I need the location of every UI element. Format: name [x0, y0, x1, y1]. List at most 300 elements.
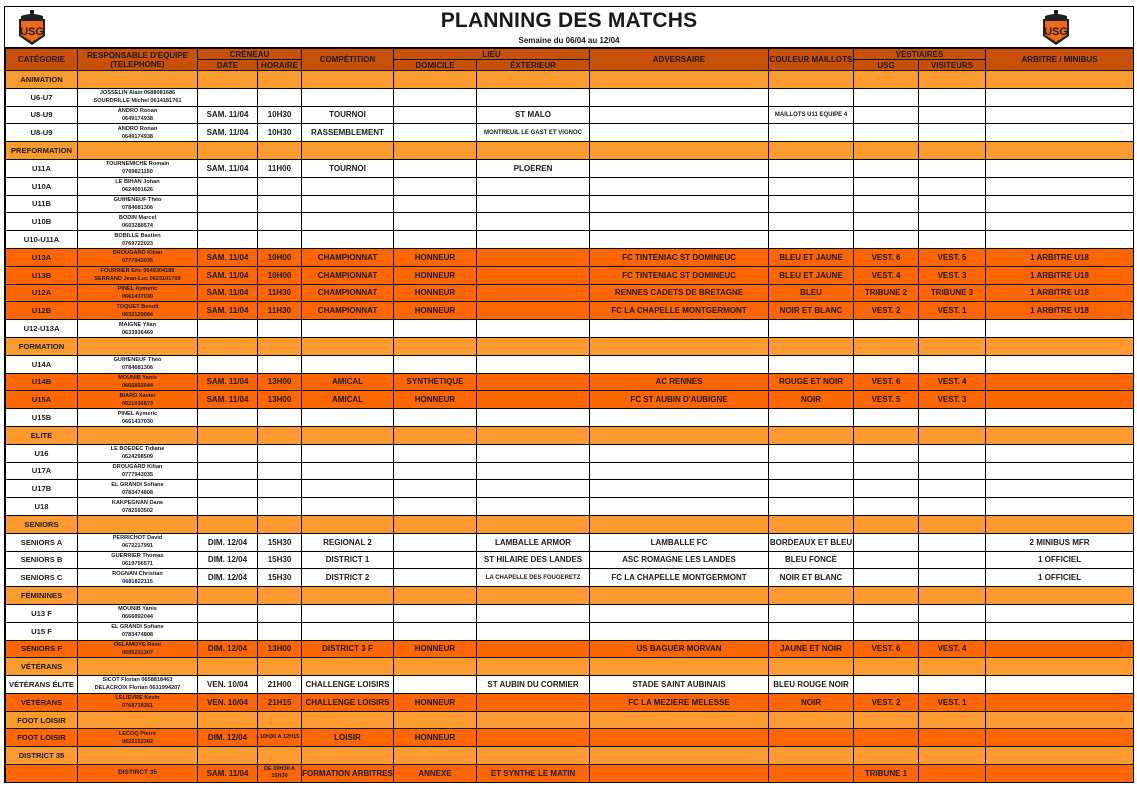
cell-competition — [302, 498, 394, 516]
cell-horaire — [258, 213, 302, 231]
cell-arbitre-minibus — [986, 409, 1134, 427]
planning-sheet — [4, 6, 1134, 783]
cell-exterieur — [477, 409, 590, 427]
cell-arbitre-minibus: 1 ARBITRE U18 — [986, 266, 1134, 284]
cell-categorie: VÉTÉRANS ÉLITE — [6, 676, 78, 694]
cell-horaire: 15H30 — [258, 533, 302, 551]
cell-exterieur: MONTREUIL LE GAST ET VIGNOC — [477, 124, 590, 142]
table-row — [6, 124, 1134, 142]
cell-adversaire — [590, 195, 769, 213]
cell-vestiaire-visiteurs — [919, 533, 986, 551]
header-vestiaires: VESTIAIRES — [854, 49, 986, 60]
cell-responsable — [78, 658, 198, 676]
section-row — [6, 142, 1134, 160]
cell-categorie: FORMATION — [6, 337, 78, 355]
cell-competition: TOURNOI — [302, 106, 394, 124]
cell-competition — [302, 177, 394, 195]
cell-exterieur — [477, 640, 590, 658]
cell-competition — [302, 587, 394, 605]
cell-arbitre-minibus: 1 OFFICIEL — [986, 551, 1134, 569]
cell-adversaire: FC LA MEZIERE MELESSE — [590, 693, 769, 711]
cell-couleur-maillots — [769, 480, 854, 498]
table-row — [6, 355, 1134, 373]
cell-vestiaire-usg — [854, 106, 919, 124]
cell-responsable — [78, 337, 198, 355]
cell-arbitre-minibus — [986, 480, 1134, 498]
cell-vestiaire-visiteurs — [919, 159, 986, 177]
cell-categorie: U13A — [6, 248, 78, 266]
cell-exterieur — [477, 195, 590, 213]
cell-adversaire — [590, 124, 769, 142]
cell-vestiaire-usg — [854, 337, 919, 355]
cell-horaire: DE 09H30 A 15H30 — [258, 765, 302, 783]
cell-arbitre-minibus: 1 OFFICIEL — [986, 569, 1134, 587]
cell-horaire: 11H30 — [258, 302, 302, 320]
table-row — [6, 248, 1134, 266]
header-visiteurs: VISITEURS — [919, 60, 986, 71]
cell-domicile — [394, 569, 477, 587]
cell-arbitre-minibus: 1 ARBITRE U18 — [986, 302, 1134, 320]
cell-categorie: SENIORS C — [6, 569, 78, 587]
cell-categorie: DISTRICT 35 — [6, 747, 78, 765]
table-row — [6, 373, 1134, 391]
cell-arbitre-minibus: 2 MINIBUS MFR — [986, 533, 1134, 551]
table-row — [6, 765, 1134, 783]
cell-horaire — [258, 177, 302, 195]
cell-vestiaire-usg — [854, 622, 919, 640]
cell-categorie: U13B — [6, 266, 78, 284]
cell-couleur-maillots: NOIR — [769, 391, 854, 409]
cell-date — [198, 409, 258, 427]
cell-arbitre-minibus — [986, 747, 1134, 765]
cell-adversaire — [590, 498, 769, 516]
table-row — [6, 444, 1134, 462]
cell-date: SAM. 11/04 — [198, 106, 258, 124]
cell-competition — [302, 195, 394, 213]
cell-categorie: U14A — [6, 355, 78, 373]
cell-adversaire — [590, 729, 769, 747]
cell-adversaire — [590, 515, 769, 533]
cell-date: SAM. 11/04 — [198, 765, 258, 783]
cell-arbitre-minibus — [986, 373, 1134, 391]
cell-vestiaire-usg — [854, 604, 919, 622]
cell-competition — [302, 355, 394, 373]
cell-exterieur: ST AUBIN DU CORMIER — [477, 676, 590, 694]
cell-adversaire: FC ST AUBIN D'AUBIGNE — [590, 391, 769, 409]
cell-competition: CHAMPIONNAT — [302, 248, 394, 266]
cell-responsable: ROGNAN Christian 0681822115 — [78, 569, 198, 587]
cell-vestiaire-usg — [854, 444, 919, 462]
cell-responsable — [78, 142, 198, 160]
cell-categorie: U6-U7 — [6, 88, 78, 106]
cell-competition: DISTRICT 2 — [302, 569, 394, 587]
cell-competition — [302, 337, 394, 355]
cell-couleur-maillots: BLEU FONCÉ — [769, 551, 854, 569]
cell-responsable — [78, 711, 198, 729]
cell-domicile — [394, 124, 477, 142]
cell-couleur-maillots — [769, 462, 854, 480]
table-row — [6, 302, 1134, 320]
cell-domicile — [394, 71, 477, 89]
cell-couleur-maillots — [769, 409, 854, 427]
cell-categorie: U10-U11A — [6, 231, 78, 249]
cell-domicile: HONNEUR — [394, 248, 477, 266]
cell-date — [198, 711, 258, 729]
cell-competition — [302, 480, 394, 498]
cell-categorie: FOOT LOISIR — [6, 729, 78, 747]
cell-exterieur — [477, 693, 590, 711]
cell-domicile: HONNEUR — [394, 284, 477, 302]
cell-vestiaire-visiteurs: VEST. 5 — [919, 248, 986, 266]
cell-horaire — [258, 444, 302, 462]
cell-vestiaire-visiteurs — [919, 622, 986, 640]
cell-adversaire — [590, 231, 769, 249]
cell-competition: RASSEMBLEMENT — [302, 124, 394, 142]
cell-date — [198, 587, 258, 605]
cell-adversaire — [590, 409, 769, 427]
cell-adversaire: LAMBALLE FC — [590, 533, 769, 551]
cell-responsable: TOQUET Benoît 0632129084 — [78, 302, 198, 320]
cell-competition — [302, 622, 394, 640]
cell-vestiaire-usg — [854, 355, 919, 373]
cell-responsable: LE BIHAN Johan 0624001626 — [78, 177, 198, 195]
cell-couleur-maillots — [769, 71, 854, 89]
cell-horaire — [258, 498, 302, 516]
cell-vestiaire-visiteurs — [919, 195, 986, 213]
cell-date — [198, 604, 258, 622]
cell-arbitre-minibus — [986, 231, 1134, 249]
cell-competition — [302, 462, 394, 480]
header-competition: COMPÉTITION — [302, 49, 394, 71]
cell-vestiaire-visiteurs — [919, 231, 986, 249]
header-domicile: DOMICILE — [394, 60, 477, 71]
cell-horaire — [258, 587, 302, 605]
cell-vestiaire-visiteurs — [919, 498, 986, 516]
cell-adversaire — [590, 159, 769, 177]
cell-date: SAM. 11/04 — [198, 302, 258, 320]
cell-horaire: 13H00 — [258, 373, 302, 391]
cell-arbitre-minibus — [986, 177, 1134, 195]
cell-vestiaire-visiteurs — [919, 551, 986, 569]
cell-domicile — [394, 177, 477, 195]
cell-horaire — [258, 622, 302, 640]
cell-date — [198, 444, 258, 462]
cell-date: DIM. 12/04 — [198, 640, 258, 658]
cell-date — [198, 355, 258, 373]
cell-exterieur — [477, 658, 590, 676]
cell-adversaire — [590, 426, 769, 444]
cell-competition — [302, 71, 394, 89]
table-row — [6, 391, 1134, 409]
cell-vestiaire-usg — [854, 124, 919, 142]
cell-responsable: LELIEVRE Kevin 0768718351 — [78, 693, 198, 711]
cell-vestiaire-usg: VEST. 6 — [854, 640, 919, 658]
cell-exterieur — [477, 747, 590, 765]
table-row — [6, 480, 1134, 498]
cell-horaire — [258, 604, 302, 622]
cell-vestiaire-usg: TRIBUNE 2 — [854, 284, 919, 302]
cell-exterieur — [477, 302, 590, 320]
cell-exterieur — [477, 71, 590, 89]
section-row — [6, 71, 1134, 89]
cell-arbitre-minibus — [986, 142, 1134, 160]
cell-responsable: DELAMOYE Rémi 0695231307 — [78, 640, 198, 658]
cell-vestiaire-visiteurs: VEST. 4 — [919, 640, 986, 658]
cell-date — [198, 622, 258, 640]
cell-categorie: FÉMININES — [6, 587, 78, 605]
table-row — [6, 409, 1134, 427]
cell-date — [198, 462, 258, 480]
cell-vestiaire-usg: VEST. 2 — [854, 302, 919, 320]
cell-categorie: U11B — [6, 195, 78, 213]
cell-horaire: 21H15 — [258, 693, 302, 711]
cell-horaire — [258, 355, 302, 373]
cell-competition: LOISIR — [302, 729, 394, 747]
cell-date — [198, 88, 258, 106]
cell-responsable: JOSSELIN Alain 0688081686 SOURDRILLE Michel 0614181761 — [78, 88, 198, 106]
table-row — [6, 604, 1134, 622]
cell-domicile — [394, 426, 477, 444]
cell-horaire — [258, 658, 302, 676]
cell-domicile — [394, 515, 477, 533]
cell-vestiaire-usg — [854, 231, 919, 249]
cell-exterieur — [477, 444, 590, 462]
cell-domicile — [394, 533, 477, 551]
cell-responsable: EL GRANDI Sofiane 0783474808 — [78, 480, 198, 498]
table-row — [6, 159, 1134, 177]
cell-arbitre-minibus — [986, 711, 1134, 729]
cell-categorie: U8-U9 — [6, 106, 78, 124]
cell-vestiaire-visiteurs — [919, 587, 986, 605]
cell-horaire — [258, 337, 302, 355]
cell-couleur-maillots: NOIR ET BLANC — [769, 302, 854, 320]
cell-horaire: 11H00 — [258, 159, 302, 177]
cell-vestiaire-visiteurs — [919, 480, 986, 498]
cell-horaire — [258, 711, 302, 729]
cell-horaire: 10H30 A 12H15 — [258, 729, 302, 747]
cell-horaire: 21H00 — [258, 676, 302, 694]
cell-arbitre-minibus — [986, 676, 1134, 694]
cell-vestiaire-usg: VEST. 4 — [854, 266, 919, 284]
cell-vestiaire-usg: VEST. 2 — [854, 693, 919, 711]
cell-domicile: ANNEXE — [394, 765, 477, 783]
cell-domicile — [394, 658, 477, 676]
cell-responsable: EL GRANDI Sofiane 0783474808 — [78, 622, 198, 640]
cell-date — [198, 142, 258, 160]
cell-arbitre-minibus: 1 ARBITRE U18 — [986, 248, 1134, 266]
cell-horaire — [258, 409, 302, 427]
header-adversaire: ADVERSAIRE — [590, 49, 769, 71]
cell-arbitre-minibus — [986, 640, 1134, 658]
cell-couleur-maillots — [769, 658, 854, 676]
cell-arbitre-minibus — [986, 426, 1134, 444]
table-row — [6, 320, 1134, 338]
cell-couleur-maillots — [769, 729, 854, 747]
cell-couleur-maillots — [769, 142, 854, 160]
cell-vestiaire-visiteurs — [919, 106, 986, 124]
cell-exterieur — [477, 231, 590, 249]
cell-horaire — [258, 71, 302, 89]
cell-vestiaire-visiteurs — [919, 337, 986, 355]
cell-domicile: SYNTHETIQUE — [394, 373, 477, 391]
cell-couleur-maillots: BLEU ROUGE NOIR — [769, 676, 854, 694]
cell-competition — [302, 88, 394, 106]
cell-arbitre-minibus — [986, 355, 1134, 373]
cell-arbitre-minibus — [986, 515, 1134, 533]
svg-text:USG: USG — [1044, 26, 1068, 38]
table-row — [6, 498, 1134, 516]
table-row — [6, 213, 1134, 231]
cell-date — [198, 177, 258, 195]
cell-adversaire — [590, 587, 769, 605]
cell-exterieur — [477, 320, 590, 338]
cell-categorie: U17B — [6, 480, 78, 498]
cell-horaire: 11H30 — [258, 284, 302, 302]
cell-responsable: KAKPEGNAN Dane 0782593502 — [78, 498, 198, 516]
cell-adversaire: FC TINTENIAC ST DOMINEUC — [590, 248, 769, 266]
cell-couleur-maillots — [769, 213, 854, 231]
cell-categorie: U13 F — [6, 604, 78, 622]
cell-competition: AMICAL — [302, 373, 394, 391]
cell-categorie: U10A — [6, 177, 78, 195]
cell-competition: CHAMPIONNAT — [302, 284, 394, 302]
cell-domicile — [394, 213, 477, 231]
cell-vestiaire-usg — [854, 71, 919, 89]
cell-competition: CHALLENGE LOISIRS — [302, 693, 394, 711]
cell-arbitre-minibus — [986, 604, 1134, 622]
match-planning-table — [5, 48, 1134, 783]
cell-horaire — [258, 142, 302, 160]
cell-responsable: BOBILLE Bastien 0769722023 — [78, 231, 198, 249]
cell-adversaire — [590, 765, 769, 783]
cell-date — [198, 71, 258, 89]
cell-domicile — [394, 159, 477, 177]
cell-adversaire — [590, 747, 769, 765]
cell-adversaire — [590, 106, 769, 124]
table-row — [6, 106, 1134, 124]
cell-competition: FORMATION ARBITRES — [302, 765, 394, 783]
cell-competition: DISTRICT 3 F — [302, 640, 394, 658]
header-couleur-maillots: COULEUR MAILLOTS — [769, 49, 854, 71]
cell-responsable — [78, 515, 198, 533]
cell-arbitre-minibus — [986, 444, 1134, 462]
cell-date — [198, 426, 258, 444]
cell-domicile: HONNEUR — [394, 693, 477, 711]
cell-vestiaire-visiteurs — [919, 177, 986, 195]
cell-vestiaire-visiteurs: VEST. 1 — [919, 693, 986, 711]
table-row — [6, 195, 1134, 213]
cell-arbitre-minibus — [986, 391, 1134, 409]
cell-responsable — [78, 71, 198, 89]
cell-categorie: U11A — [6, 159, 78, 177]
cell-horaire: 10H30 — [258, 124, 302, 142]
cell-responsable: BIARD Xavier 0621036873 — [78, 391, 198, 409]
cell-domicile — [394, 622, 477, 640]
cell-vestiaire-visiteurs — [919, 711, 986, 729]
section-row — [6, 658, 1134, 676]
cell-couleur-maillots: NOIR ET BLANC — [769, 569, 854, 587]
header-responsable: RESPONSABLE D'EQUIPE (TELEPHONE) — [78, 49, 198, 71]
cell-vestiaire-usg — [854, 747, 919, 765]
cell-vestiaire-usg — [854, 498, 919, 516]
cell-exterieur — [477, 355, 590, 373]
cell-vestiaire-usg — [854, 551, 919, 569]
cell-domicile — [394, 444, 477, 462]
cell-vestiaire-usg — [854, 409, 919, 427]
cell-horaire: 10H30 — [258, 106, 302, 124]
cell-competition: CHAMPIONNAT — [302, 302, 394, 320]
cell-couleur-maillots — [769, 604, 854, 622]
cell-vestiaire-visiteurs — [919, 676, 986, 694]
cell-adversaire — [590, 462, 769, 480]
cell-competition — [302, 515, 394, 533]
cell-vestiaire-visiteurs — [919, 604, 986, 622]
cell-vestiaire-visiteurs — [919, 142, 986, 160]
cell-horaire: 10H00 — [258, 248, 302, 266]
cell-competition — [302, 711, 394, 729]
cell-categorie: SENIORS A — [6, 533, 78, 551]
table-row — [6, 551, 1134, 569]
cell-vestiaire-usg — [854, 213, 919, 231]
cell-adversaire — [590, 711, 769, 729]
cell-vestiaire-usg — [854, 533, 919, 551]
cell-adversaire — [590, 355, 769, 373]
cell-exterieur — [477, 711, 590, 729]
cell-domicile — [394, 711, 477, 729]
cell-competition — [302, 604, 394, 622]
cell-date — [198, 337, 258, 355]
cell-domicile — [394, 551, 477, 569]
cell-exterieur — [477, 587, 590, 605]
cell-couleur-maillots — [769, 88, 854, 106]
cell-horaire — [258, 515, 302, 533]
cell-competition — [302, 409, 394, 427]
cell-competition — [302, 444, 394, 462]
cell-vestiaire-visiteurs — [919, 444, 986, 462]
cell-categorie: ELITE — [6, 426, 78, 444]
cell-date: SAM. 11/04 — [198, 266, 258, 284]
cell-categorie: SENIORS F — [6, 640, 78, 658]
cell-competition — [302, 231, 394, 249]
cell-horaire: 13H00 — [258, 640, 302, 658]
cell-couleur-maillots: ROUGE ET NOIR — [769, 373, 854, 391]
table-row — [6, 569, 1134, 587]
cell-exterieur — [477, 480, 590, 498]
cell-vestiaire-usg — [854, 515, 919, 533]
cell-vestiaire-visiteurs — [919, 409, 986, 427]
cell-date: VEN. 10/04 — [198, 693, 258, 711]
cell-responsable: SICOT Florian 0658818463 DELACROIX Florian 0631994207 — [78, 676, 198, 694]
section-row — [6, 337, 1134, 355]
section-row — [6, 587, 1134, 605]
cell-horaire: 10H00 — [258, 266, 302, 284]
cell-competition — [302, 320, 394, 338]
cell-categorie: PREFORMATION — [6, 142, 78, 160]
cell-vestiaire-visiteurs — [919, 426, 986, 444]
cell-categorie: U12-U13A — [6, 320, 78, 338]
cell-categorie: SENIORS B — [6, 551, 78, 569]
cell-arbitre-minibus — [986, 622, 1134, 640]
cell-categorie: U18 — [6, 498, 78, 516]
cell-adversaire — [590, 337, 769, 355]
cell-exterieur — [477, 284, 590, 302]
cell-exterieur — [477, 248, 590, 266]
cell-domicile: HONNEUR — [394, 729, 477, 747]
cell-domicile: HONNEUR — [394, 266, 477, 284]
cell-arbitre-minibus — [986, 498, 1134, 516]
cell-categorie: U12A — [6, 284, 78, 302]
cell-couleur-maillots — [769, 747, 854, 765]
